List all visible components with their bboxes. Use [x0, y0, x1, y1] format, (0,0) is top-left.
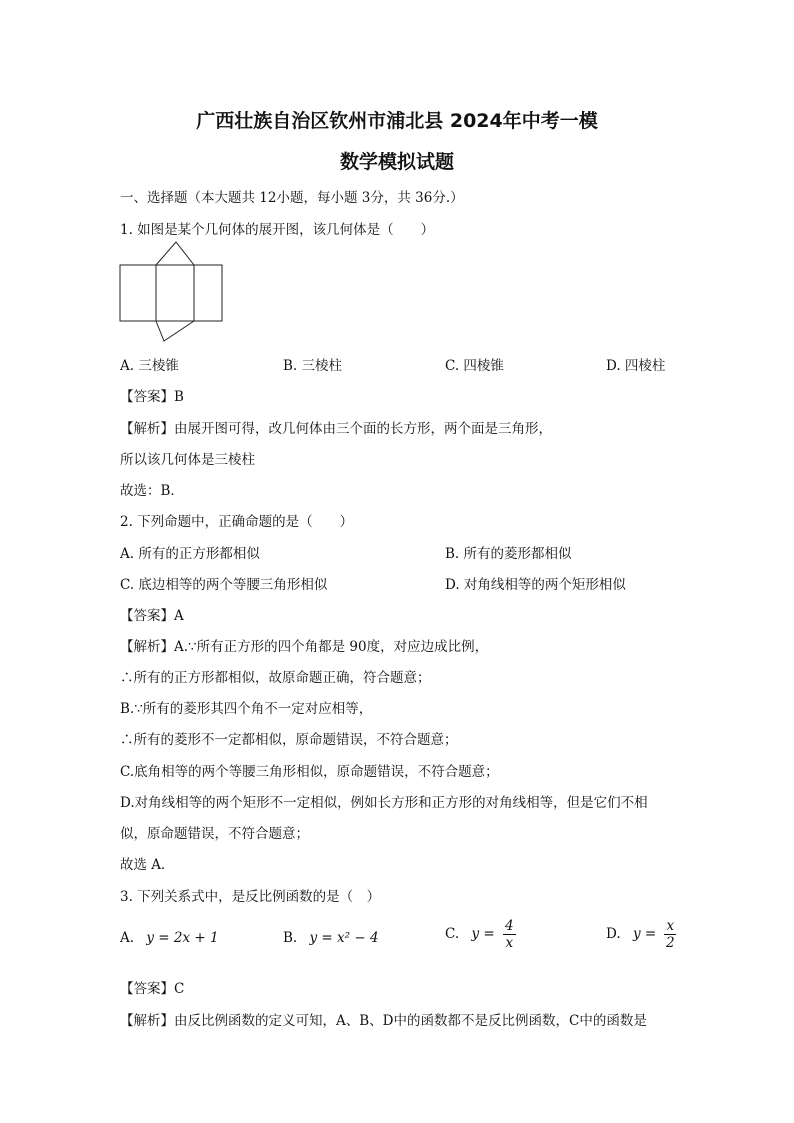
q3-option-c-numerator: 4 — [504, 918, 514, 934]
q2-analysis-1: 【解析】A.∵所有正方形的四个角都是 90度，对应边成比例， — [120, 639, 489, 655]
q2-answer: 【答案】A — [120, 608, 184, 624]
q2-option-a: A. 所有的正方形都相似 — [120, 546, 260, 562]
q3-option-d-numerator: x — [666, 918, 675, 934]
q3-option-d — [606, 918, 676, 951]
q2-analysis-6: D.对角线相等的两个矩形不一定相似，例如长方形和正方形的对角线相等，但是它们不相 — [120, 795, 648, 811]
q3-option-a-label: A. — [120, 930, 135, 946]
q1-answer: 【答案】B — [120, 389, 184, 405]
title-line-2: 数学模拟试题 — [339, 151, 454, 173]
q3-answer: 【答案】C — [120, 981, 185, 997]
q1-analysis-1: 【解析】由展开图可得，改几何体由三个面的长方形，两个面是三角形， — [120, 421, 552, 437]
q1-option-b: B. 三棱柱 — [283, 358, 343, 374]
q1-analysis-2: 所以该几何体是三棱柱 — [120, 452, 255, 468]
q1-stem: 1. 如图是某个几何体的展开图，该几何体是（ ） — [120, 222, 435, 238]
q3-option-a — [120, 930, 219, 946]
q3-option-d-fraction — [664, 918, 676, 951]
net-rect-left — [120, 265, 156, 321]
q2-option-b: B. 所有的菱形都相似 — [445, 546, 572, 562]
q2-option-d: D. 对角线相等的两个矩形相似 — [445, 577, 626, 593]
net-triangle-bottom — [156, 321, 194, 341]
q2-analysis-8: 故选 A． — [120, 857, 175, 873]
q2-analysis-4: ∴所有的菱形不一定都相似，原命题错误，不符合题意； — [120, 732, 458, 748]
q2-analysis-7: 似，原命题错误，不符合题意； — [120, 826, 309, 842]
net-triangle-top — [156, 242, 194, 265]
q3-option-d-lhs: y = — [632, 926, 657, 942]
q2-analysis-2: ∴所有的正方形都相似，故原命题正确，符合题意； — [120, 670, 431, 686]
prism-net-figure — [118, 240, 224, 344]
q3-option-b — [283, 930, 379, 946]
title-line-1: 广西壮族自治区钦州市浦北县 2024年中考一模 — [196, 110, 598, 132]
q1-option-c: C. 四棱锥 — [445, 358, 504, 374]
q3-option-d-label: D. — [606, 926, 621, 942]
q2-analysis-3: B.∵所有的菱形其四个角不一定对应相等， — [120, 701, 373, 717]
net-rect-right — [194, 265, 222, 321]
q3-option-a-expr: y = 2x + 1 — [146, 930, 219, 946]
q3-option-c-lhs: y = — [471, 926, 495, 942]
q3-option-d-denominator: 2 — [665, 935, 675, 951]
q2-analysis-5: C.底角相等的两个等腰三角形相似，原命题错误，不符合题意； — [120, 764, 499, 780]
q3-stem: 3. 下列关系式中，是反比例函数的是（ ） — [120, 889, 381, 905]
q1-option-d: D. 四棱柱 — [606, 358, 666, 374]
q1-option-a: A. 三棱锥 — [120, 358, 179, 374]
q1-analysis-3: 故选：B． — [120, 483, 184, 499]
q3-option-c-fraction — [503, 918, 516, 951]
q2-option-c: C. 底边相等的两个等腰三角形相似 — [120, 577, 328, 593]
q3-option-c-denominator: x — [505, 935, 514, 951]
q2-stem: 2. 下列命题中，正确命题的是（ ） — [120, 514, 354, 530]
q3-option-c — [445, 918, 516, 951]
q3-analysis-1: 【解析】由反比例函数的定义可知，A、B、D中的函数都不是反比例函数，C中的函数是 — [120, 1013, 647, 1029]
q3-option-b-label: B. — [283, 930, 298, 946]
section-heading: 一、选择题（本大题共 12小题，每小题 3分，共 36分.） — [120, 190, 464, 206]
net-rect-middle — [156, 265, 194, 321]
q3-option-c-label: C. — [445, 926, 460, 942]
q3-option-b-expr: y = x² − 4 — [309, 930, 379, 946]
